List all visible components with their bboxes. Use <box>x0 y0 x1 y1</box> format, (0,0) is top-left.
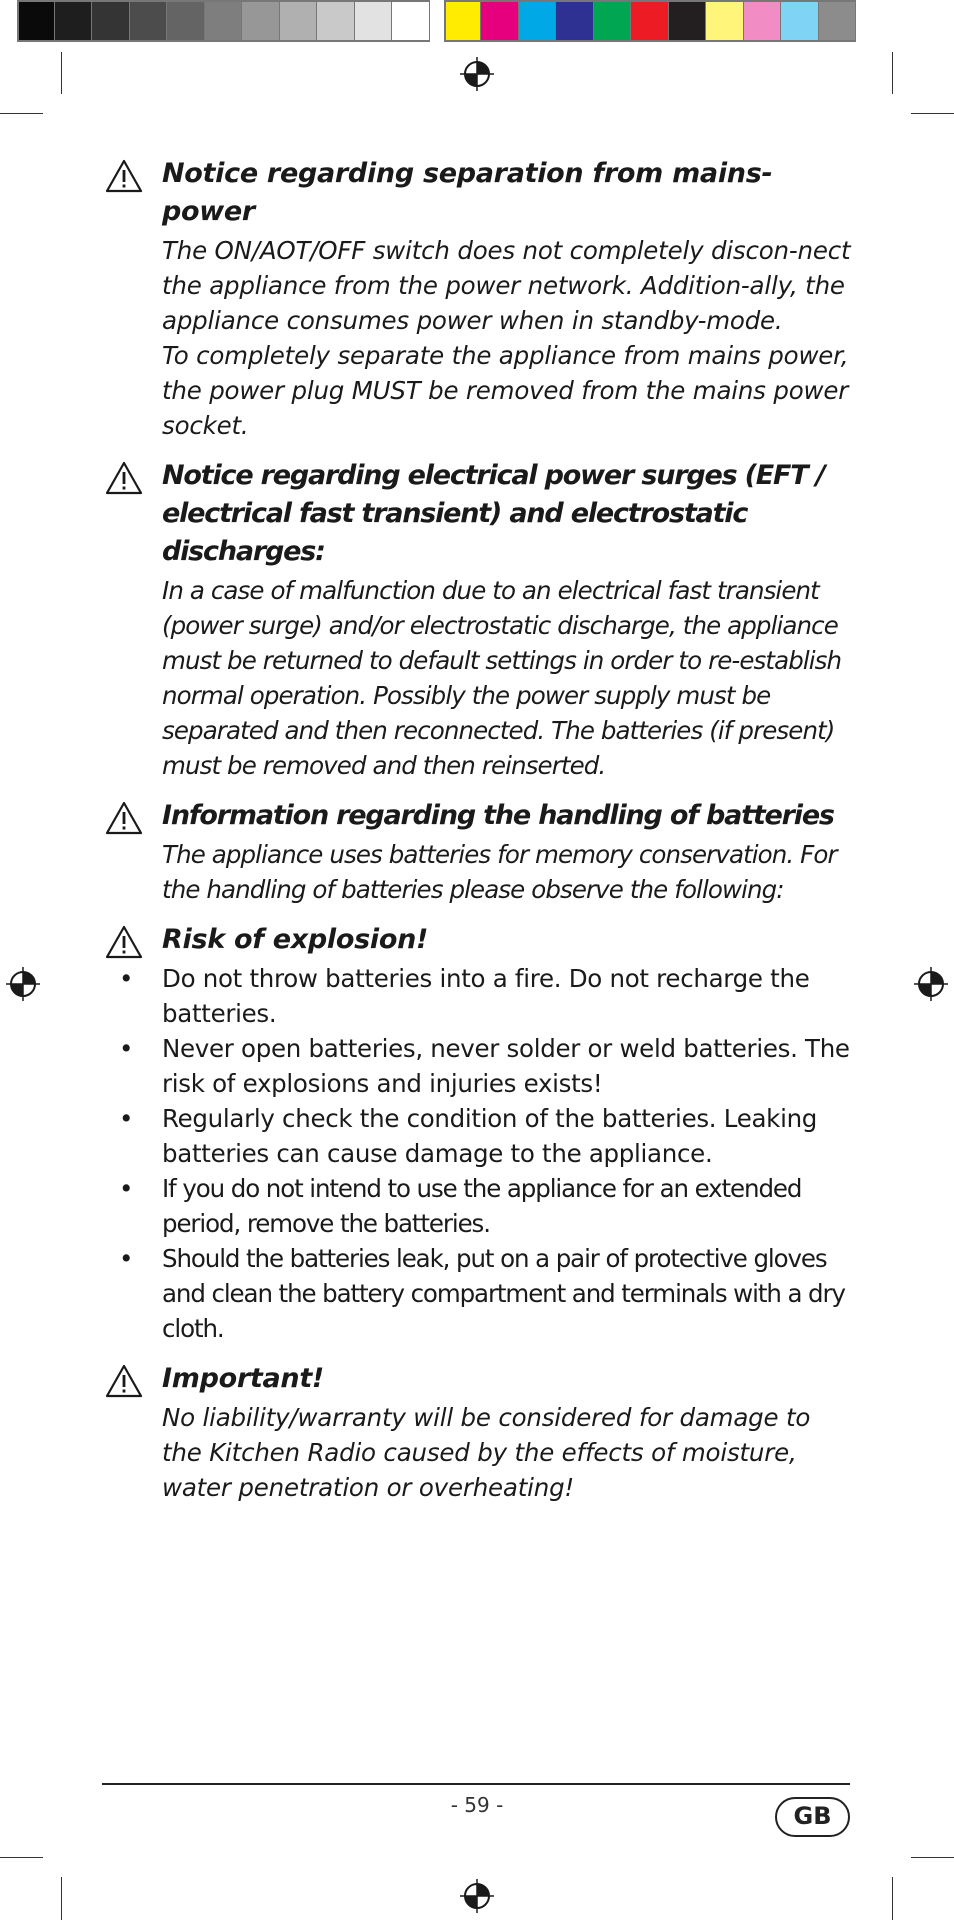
list-item <box>104 961 856 1031</box>
section-paragraph: No liability/warranty will be considered for damage to the Kitchen Radio caused by the effects of moisture, water penetration or overheating! <box>162 1403 811 1502</box>
crop-mark <box>911 113 954 114</box>
gray-swatch <box>55 0 93 42</box>
color-swatch <box>669 0 707 42</box>
registration-mark-icon <box>459 1878 495 1914</box>
bullet-list <box>104 961 856 1346</box>
registration-mark-icon <box>459 56 495 92</box>
color-swatch <box>706 0 744 42</box>
section-heading: Notice regarding separation from mains-power <box>162 158 773 227</box>
color-swatch <box>744 0 782 42</box>
gray-swatch <box>92 0 130 42</box>
list-item <box>104 1101 856 1171</box>
footer-divider <box>102 1783 850 1785</box>
crop-mark <box>61 1877 62 1920</box>
crop-mark <box>0 1857 43 1858</box>
gray-swatch <box>355 0 393 42</box>
color-swatch <box>444 0 482 42</box>
gray-swatch <box>130 0 168 42</box>
warning-icon <box>104 158 144 194</box>
list-item <box>104 1241 856 1346</box>
registration-mark-icon <box>5 966 41 1002</box>
list-item <box>104 1171 856 1241</box>
page-content <box>104 155 856 1519</box>
crop-mark <box>892 52 893 94</box>
color-swatch <box>594 0 632 42</box>
color-swatch <box>819 0 857 42</box>
section-heading: Important! <box>162 1363 324 1394</box>
list-item-text: Regularly check the condition of the batteries. Leaking batteries can cause damage to the appliance. <box>162 1104 818 1168</box>
gray-swatch <box>167 0 205 42</box>
swatch-gap <box>430 0 444 44</box>
bullet-icon: • <box>119 1104 134 1133</box>
crop-mark <box>892 1877 893 1920</box>
section-paragraph: The appliance uses batteries for memory conservation. For the handling of batteries please observe the following: <box>162 840 837 904</box>
gray-swatch <box>317 0 355 42</box>
warning-icon <box>104 460 144 496</box>
section-paragraph: In a case of malfunction due to an electrical fast transient (power surge) and/or electrostatic discharge, the appliance must be returned to default settings in order to re-establish normal operation. Possibly the power supply must be separated and then reconnected. The batteries (if present) must be removed and then reinserted. <box>162 576 842 780</box>
bullet-icon: • <box>119 1174 133 1203</box>
color-swatch <box>481 0 519 42</box>
bullet-icon: • <box>119 1034 134 1063</box>
color-swatch <box>781 0 819 42</box>
list-item-text: If you do not intend to use the appliance for an extended period, remove the batteries. <box>162 1174 802 1238</box>
risk-of-explosion-section <box>104 921 856 1346</box>
notice-mains-power-section <box>104 155 856 443</box>
gray-swatch <box>17 0 55 42</box>
page-number: - 59 - <box>450 1793 504 1817</box>
gray-swatch <box>280 0 318 42</box>
language-badge: GB <box>775 1797 850 1837</box>
bullet-icon: • <box>119 1244 133 1273</box>
bullet-icon: • <box>119 964 134 993</box>
color-swatch <box>519 0 557 42</box>
print-color-calibration-bar <box>17 0 856 44</box>
gray-swatch <box>205 0 243 42</box>
section-paragraph: To completely separate the appliance from mains power, the power plug MUST be removed from the mains power socket. <box>162 341 849 440</box>
color-swatch <box>631 0 669 42</box>
warning-icon <box>104 924 144 960</box>
crop-mark <box>0 113 43 114</box>
crop-mark <box>911 1857 954 1858</box>
list-item-text: Do not throw batteries into a fire. Do not recharge the batteries. <box>162 964 810 1028</box>
list-item-text: Never open batteries, never solder or weld batteries. The risk of explosions and injuries exists! <box>162 1034 850 1098</box>
warning-icon <box>104 800 144 836</box>
registration-mark-icon <box>913 966 949 1002</box>
battery-handling-section <box>104 797 856 907</box>
list-item <box>104 1031 856 1101</box>
crop-mark <box>61 52 62 94</box>
color-swatch <box>556 0 594 42</box>
list-item-text: Should the batteries leak, put on a pair of protective gloves and clean the battery compartment and terminals with a dry cloth. <box>162 1244 845 1343</box>
section-heading: Information regarding the handling of batteries <box>162 800 834 831</box>
gray-swatch <box>392 0 430 42</box>
important-section <box>104 1360 856 1505</box>
section-heading: Notice regarding electrical power surges (EFT / electrical fast transient) and electrostatic discharges: <box>162 460 825 567</box>
section-heading: Risk of explosion! <box>162 924 429 955</box>
notice-power-surges-section <box>104 457 856 783</box>
section-paragraph: The ON/AOT/OFF switch does not completely discon-nect the appliance from the power network. Addition-ally, the appliance consumes power when in standby-mode. <box>162 236 851 335</box>
gray-swatch <box>242 0 280 42</box>
warning-icon <box>104 1363 144 1399</box>
